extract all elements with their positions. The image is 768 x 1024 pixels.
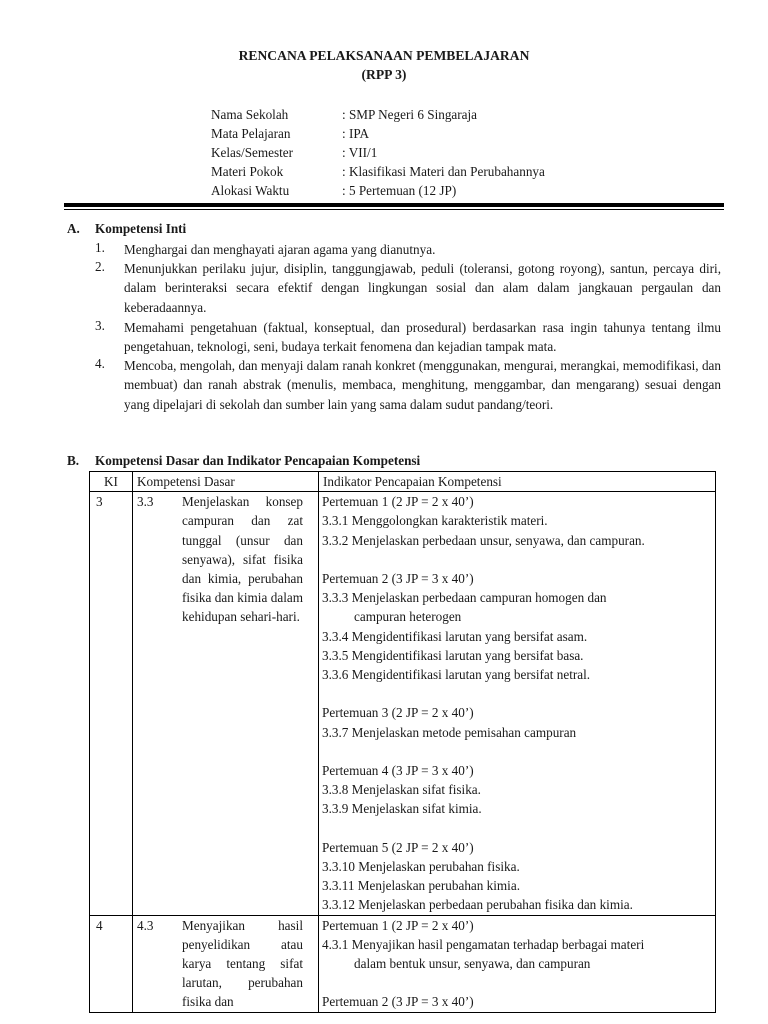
section-a-letter: A. <box>67 221 80 236</box>
info-value: : 5 Pertemuan (12 JP) <box>342 183 457 198</box>
kd-number: 4.3 <box>137 917 154 933</box>
info-label: Alokasi Waktu <box>211 183 290 198</box>
indicator-spacer <box>319 742 715 761</box>
indicator-line: Pertemuan 1 (2 JP = 2 x 40’) <box>322 917 474 933</box>
ki-text: Mencoba, mengolah, dan menyaji dalam ranah konkret (menggunakan, mengurai, merangkai, memodifikasi, dan membuat) dan ranah abstrak (menulis, membaca, menghitung, menggambar, dan mengarang) sesuai dengan yang dipelajari di sekolah dan sumber lain yang sama dalam sudut pandang/teori. <box>124 358 721 412</box>
indicator-line: Pertemuan 5 (2 JP = 2 x 40’) <box>322 839 474 855</box>
indicator-line: 3.3.9 Menjelaskan sifat kimia. <box>322 801 482 817</box>
header-divider-thin <box>64 209 724 210</box>
info-value: : SMP Negeri 6 Singaraja <box>342 107 478 122</box>
ki-text: Menunjukkan perilaku jujur, disiplin, tanggungjawab, peduli (toleransi, gotong royong), santun, percaya diri, dalam berinteraksi secara efektif dengan lingkungan sosial dan alam dalam jangkauan pergaulan dan keberadaannya. <box>124 261 721 315</box>
table-header-row <box>90 472 716 492</box>
info-value: : VII/1 <box>342 145 378 160</box>
header-indicator: Indikator Pencapaian Kompetensi <box>319 472 716 492</box>
header-ki: KI <box>90 472 133 492</box>
info-label: Nama Sekolah <box>211 107 289 122</box>
ki-cell: 4 <box>90 915 133 1012</box>
document-title: RENCANA PELAKSANAAN PEMBELAJARAN <box>238 48 530 63</box>
ki-cell: 3 <box>90 492 133 915</box>
info-value: : IPA <box>342 126 369 141</box>
indicator-line: 3.3.11 Menjelaskan perubahan kimia. <box>322 878 520 894</box>
kd-cell <box>133 915 319 1012</box>
indicator-line: 3.3.5 Mengidentifikasi larutan yang bersifat basa. <box>322 647 584 663</box>
indicator-cell <box>319 492 716 915</box>
ki-number: 2. <box>95 259 105 274</box>
indicator-line: Pertemuan 2 (3 JP = 3 x 40’) <box>322 571 474 586</box>
indicator-line: 3.3.12 Menjelaskan perbedaan perubahan fisika dan kimia. <box>322 897 633 913</box>
indicator-line: campuran heterogen <box>354 609 462 625</box>
section-b-title: Kompetensi Dasar dan Indikator Pencapaian Kompetensi <box>95 453 421 468</box>
indicator-line: 3.3.8 Menjelaskan sifat fisika. <box>322 782 481 798</box>
indicator-line: Pertemuan 3 (2 JP = 2 x 40’) <box>322 705 474 721</box>
section-a-title: Kompetensi Inti <box>95 221 187 236</box>
ki-number: 1. <box>95 240 105 255</box>
table-row <box>90 492 716 915</box>
document-subtitle: (RPP 3) <box>361 67 407 82</box>
info-label: Mata Pelajaran <box>211 126 291 141</box>
indicator-line: 3.3.7 Menjelaskan metode pemisahan campuran <box>322 724 577 740</box>
indicator-line: 3.3.3 Menjelaskan perbedaan campuran homogen dan <box>322 590 607 606</box>
indicator-line: dalam bentuk unsur, senyawa, dan campuran <box>354 956 591 972</box>
ki-number: 3. <box>95 318 105 333</box>
indicator-line: Pertemuan 4 (3 JP = 3 x 40’) <box>322 763 474 778</box>
header-kd: Kompetensi Dasar <box>133 472 319 492</box>
indicator-line: Pertemuan 2 (3 JP = 3 x 40’) <box>322 994 474 1010</box>
competency-table <box>89 471 716 1013</box>
indicator-line: 3.3.4 Mengidentifikasi larutan yang bersifat asam. <box>322 628 588 644</box>
table-row <box>90 915 716 1012</box>
info-label: Materi Pokok <box>211 164 284 179</box>
section-b-letter: B. <box>67 453 80 468</box>
indicator-cell <box>319 915 716 1012</box>
indicator-line: Pertemuan 1 (2 JP = 2 x 40’) <box>322 494 474 510</box>
indicator-line: 3.3.6 Mengidentifikasi larutan yang bersifat netral. <box>322 667 591 683</box>
kd-text: Menyajikan hasil penyelidikan atau karya tentang sifat larutan, perubahan fisika dan <box>182 917 303 1010</box>
indicator-spacer <box>319 550 715 569</box>
info-label: Kelas/Semester <box>211 145 294 160</box>
indicator-spacer <box>319 973 715 992</box>
ki-number: 4. <box>95 356 105 371</box>
indicator-line: 3.3.1 Menggolongkan karakteristik materi. <box>322 513 548 529</box>
info-value: : Klasifikasi Materi dan Perubahannya <box>342 164 545 179</box>
indicator-spacer <box>319 684 715 703</box>
indicator-line: 3.3.2 Menjelaskan perbedaan unsur, senyawa, dan campuran. <box>322 532 645 548</box>
kd-text: Menjelaskan konsep campuran dan zat tunggal (unsur dan senyawa), sifat fisika dan kimia, perubahan fisika dan kimia dalam kehidupan sehari-hari. <box>182 494 303 625</box>
ki-text: Memahami pengetahuan (faktual, konseptual, dan prosedural) berdasarkan rasa ingin tahunya tentang ilmu pengetahuan, teknologi, seni, budaya terkait fenomena dan kejadian tampak mata. <box>124 320 721 355</box>
ki-text: Menghargai dan menghayati ajaran agama yang dianutnya. <box>124 242 436 257</box>
indicator-line: 3.3.10 Menjelaskan perubahan fisika. <box>322 859 520 874</box>
kd-number: 3.3 <box>137 494 154 510</box>
kd-cell <box>133 492 319 915</box>
indicator-line: 4.3.1 Menyajikan hasil pengamatan terhadap berbagai materi <box>322 936 645 952</box>
indicator-spacer <box>319 819 715 838</box>
header-divider-thick <box>64 203 724 207</box>
